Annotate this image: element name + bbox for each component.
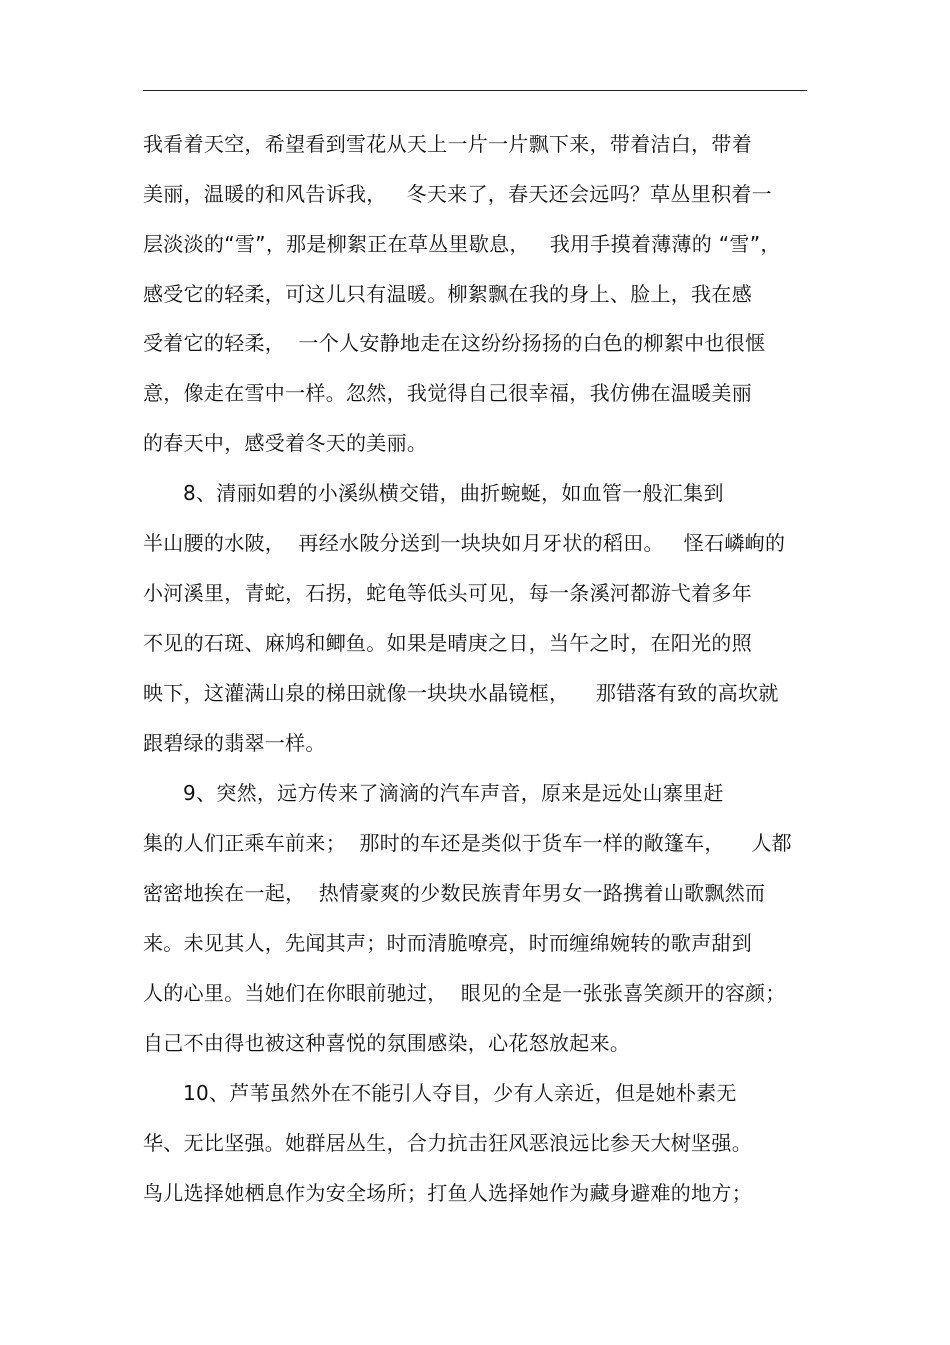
- text-line: 映下，这灌满山泉的梯田就像一块块水晶镜框， 那错落有致的高坎就: [143, 681, 779, 705]
- text-line: 受着它的轻柔， 一个人安静地走在这纷纷扬扬的白色的柳絮中也很惬: [143, 331, 766, 355]
- text-line: 跟碧绿的翡翠一样。: [143, 731, 326, 755]
- text-line: 10、芦苇虽然外在不能引人夺目，少有人亲近，但是她朴素无: [143, 1081, 737, 1105]
- text-line: 不见的石斑、麻鸠和鲫鱼。如果是晴庚之日，当午之时，在阳光的照: [143, 631, 752, 655]
- text-line: 的春天中，感受着冬天的美丽。: [143, 431, 428, 455]
- text-line: 意，像走在雪中一样。忽然，我觉得自己很幸福，我仿佛在温暖美丽: [143, 381, 752, 405]
- text-line: 人的心里。当她们在你眼前驰过， 眼见的全是一张张喜笑颜开的容颜；: [143, 981, 786, 1005]
- text-line: 鸟儿选择她栖息作为安全场所；打鱼人选择她作为藏身避难的地方；: [143, 1181, 752, 1205]
- text-line: 自己不由得也被这种喜悦的氛围感染，心花怒放起来。: [143, 1031, 631, 1055]
- text-line: 来。未见其人，先闻其声；时而清脆嘹亮，时而缠绵婉转的歌声甜到: [143, 931, 752, 955]
- text-line: 我看着天空，希望看到雪花从天上一片一片飘下来，带着洁白，带着: [143, 132, 752, 156]
- text-line: 半山腰的水陂， 再经水陂分送到一块块如月牙状的稻田。 怪石嶙峋的: [143, 531, 786, 555]
- text-line: 感受它的轻柔，可这儿只有温暖。柳絮飘在我的身上、脸上，我在感: [143, 282, 752, 306]
- text-line: 华、无比坚强。她群居丛生，合力抗击狂风恶浪远比参天大树坚强。: [143, 1131, 752, 1155]
- text-line: 9、突然，远方传来了滴滴的汽车声音，原来是远处山寨里赶: [143, 781, 724, 805]
- text-line: 小河溪里，青蛇，石拐，蛇龟等低头可见，每一条溪河都游弋着多年: [143, 581, 752, 605]
- text-line: 美丽，温暖的和风告诉我， 冬天来了，春天还会远吗？草丛里积着一: [143, 182, 772, 206]
- text-line: 密密地挨在一起， 热情豪爽的少数民族青年男女一路携着山歌飘然而: [143, 881, 766, 905]
- text-line: 8、清丽如碧的小溪纵横交错，曲折蜿蜒，如血管一般汇集到: [143, 481, 724, 505]
- text-line: 集的人们正乘车前来； 那时的车还是类似于货车一样的敞篷车， 人都: [143, 831, 792, 855]
- header-rule: [143, 90, 807, 91]
- text-line: 层淡淡的“雪”，那是柳絮正在草丛里歇息， 我用手摸着薄薄的 “雪”，: [143, 232, 781, 256]
